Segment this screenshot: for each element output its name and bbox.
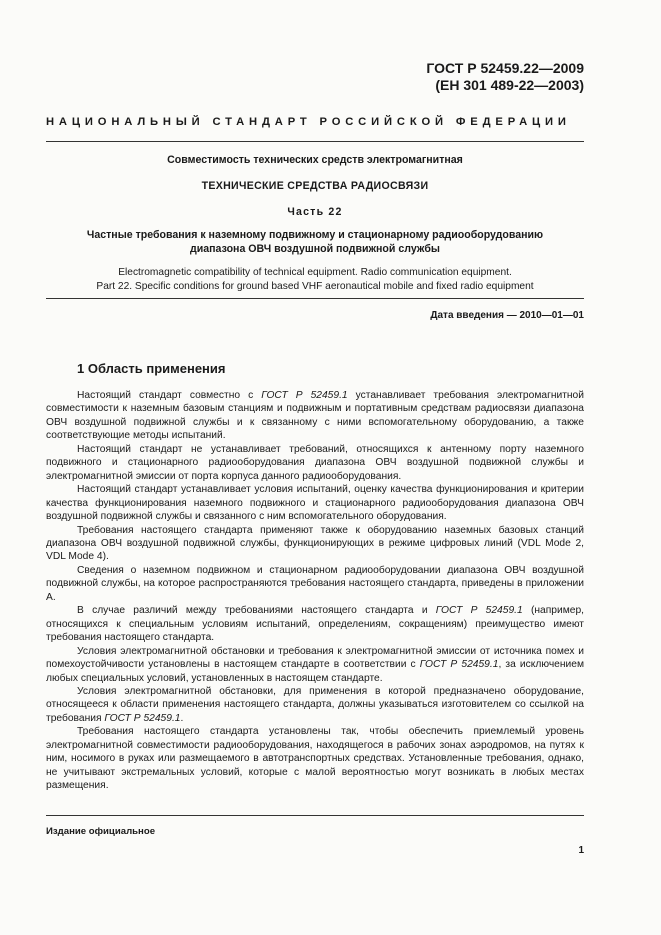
section-title: 1 Область применения: [77, 361, 226, 376]
introduction-date: Дата введения — 2010—01—01: [430, 310, 584, 321]
reference: ГОСТ Р 52459.1: [261, 390, 348, 401]
standard-code-line1: ГОСТ Р 52459.22—2009: [426, 60, 584, 76]
divider-bottom: [46, 815, 584, 816]
divider-top: [46, 141, 584, 142]
english-title-line1: Electromagnetic compatibility of technical equipment. Radio communication equipment.: [118, 267, 512, 278]
paragraph-3: Настоящий стандарт устанавливает условия испытаний, оценку качества функционирования и критерии качества функционирования наземного подвижного и стационарного радиооборудования диапазона ОВЧ воздушной подвижной службы и связанного с ним вспомогательного оборудования.: [46, 484, 584, 523]
paragraph-7: Условия электромагнитной обстановки и требования к электромагнитной эмиссии от источника помех и помехоустойчивости установлены в настоящем стандарте в соответствии с ГОСТ Р 52459.1, за исключением любых специальных условий, установленных в настоящем стандарте.: [46, 645, 584, 684]
national-standard-heading: НАЦИОНАЛЬНЫЙ СТАНДАРТ РОССИЙСКОЙ ФЕДЕРАЦИИ: [46, 116, 571, 128]
standard-code: [426, 60, 584, 94]
paragraph-4: Требования настоящего стандарта применяют также к оборудованию наземных базовых станций диапазона ОВЧ воздушной подвижной службы, функционирующих в режиме цифровых линий (VDL Mode 2, VDL Mode 4).: [46, 524, 584, 563]
english-title: [46, 266, 584, 293]
standard-code-line2: (ЕН 301 489-22—2003): [435, 77, 584, 93]
reference: ГОСТ Р 52459.1: [419, 659, 499, 671]
paragraph-9: Требования настоящего стандарта установлены так, чтобы обеспечить приемлемый уровень электромагнитной совместимости радиооборудования, находящегося в рабочих зонах аэродромов, на путях к ним, носимого в руках или размещаемого в автотранспортных средствах. Установленные требования, однако, не учитывают экстремальных условий, которые с малой вероятностью могут возникать в любых местах размещения.: [46, 726, 584, 792]
paragraph-8: Условия электромагнитной обстановки, для применения в которой предназначено оборудование, относящееся к области применения настоящего стандарта, должны указываться изготовителем со ссылкой на требования ГОСТ Р 52459.1.: [46, 685, 584, 724]
paragraph-2: Настоящий стандарт не устанавливает требований, относящихся к антенному порту наземного подвижного и стационарного радиооборудования диапазона ОВЧ воздушной подвижной службы и электромагнитной эмиссии от порта корпуса данного радиооборудования.: [46, 443, 584, 482]
english-title-line2: Part 22. Specific conditions for ground based VHF aeronautical mobile and fixed radio equipment: [96, 280, 534, 292]
official-edition: Издание официальное: [46, 826, 156, 837]
paragraph-6: В случае различий между требованиями настоящего стандарта и ГОСТ Р 52459.1 (например, относящихся к специальным условиям испытаний, определениям, сокращениям) преимущество имеют требования настоящего стандарта.: [46, 605, 584, 644]
subtitle: [46, 229, 584, 256]
paragraph-5: Сведения о наземном подвижном и стационарном радиооборудовании диапазона ОВЧ воздушной подвижной службы, на которое распространяются требования настоящего стандарта, приведены в приложении А.: [46, 564, 584, 603]
title-line2: ТЕХНИЧЕСКИЕ СРЕДСТВА РАДИОСВЯЗИ: [201, 180, 429, 192]
reference: ГОСТ Р 52459.1: [435, 605, 523, 617]
reference: ГОСТ Р 52459.1: [104, 712, 181, 724]
part-title: Часть 22: [287, 206, 343, 218]
subtitle-line1: Частные требования к наземному подвижному и стационарному радиооборудованию: [86, 229, 544, 241]
divider-middle: [46, 298, 584, 299]
title-line1: Совместимость технических средств электромагнитная: [167, 154, 463, 166]
paragraph-1: Настоящий стандарт совместно с ГОСТ Р 52459.1 устанавливает требования электромагнитной совместимости к наземным базовым станциям и подвижным и портативным средствам радиосвязи диапазона ОВЧ воздушной подвижной службы и к связанному с ними вспомогательному оборудованию, а также соответствующие методы испытаний.: [46, 390, 584, 442]
body-text: [46, 389, 584, 793]
page-number: 1: [578, 845, 584, 856]
subtitle-line2: диапазона ОВЧ воздушной подвижной службы: [190, 242, 440, 255]
